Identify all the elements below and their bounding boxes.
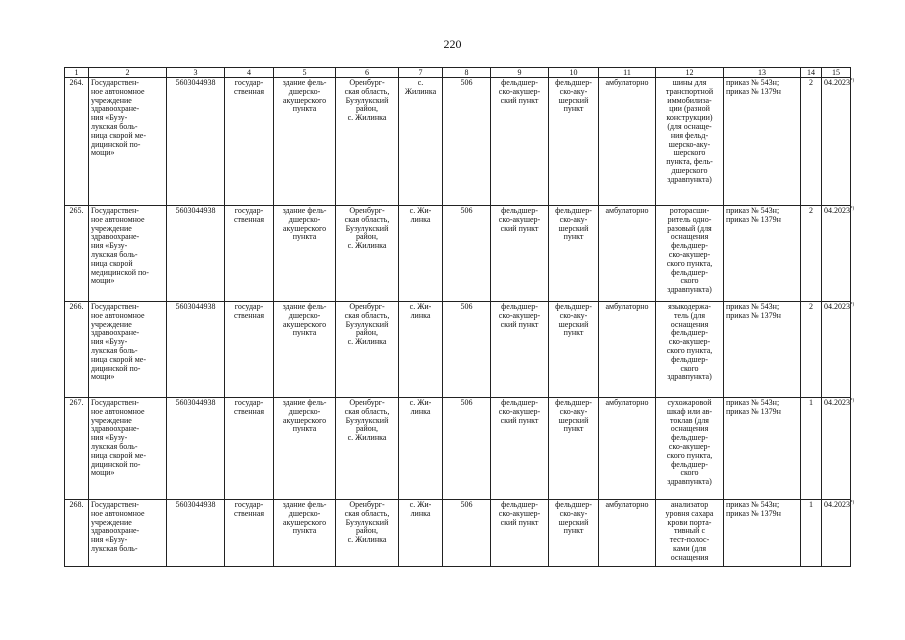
care-type-cell: амбулаторно (599, 302, 656, 398)
equipment-cell: анализатор уровня сахара крови порта- тивный с тест-полос- ками (для оснащения (656, 500, 724, 567)
ownership-cell: государ- ственная (225, 500, 274, 567)
column-number: 4 (225, 68, 274, 78)
organization-cell: Государствен- ное автономное учреждение здравоохране- ния «Бузу- лукская боль- ница скорой ме- дицинской по- мощи» (89, 78, 167, 206)
building-cell: здание фель- дшерско- акушерского пункта (274, 398, 336, 500)
column-number: 3 (167, 68, 225, 78)
date-footnote-mark: *) (850, 206, 855, 212)
date-footnote-mark: *) (850, 302, 855, 308)
locality-cell: с. Жи- линка (399, 206, 443, 302)
column-number: 14 (801, 68, 822, 78)
date-cell (822, 206, 855, 302)
row-number: 267. (65, 398, 89, 500)
care-type-cell: амбулаторно (599, 500, 656, 567)
care-type-cell: амбулаторно (599, 78, 656, 206)
column-number: 8 (443, 68, 491, 78)
table-row (65, 500, 851, 567)
unit-name-cell: фельдшер- ско-аку- шерский пункт (549, 398, 599, 500)
equipment-cell: шины для транспортной иммобилиза- ции (разной конструкции) (для оснаще- ния фельд- шерско-аку- шерского пункта, фель- дшерского здравпункта) (656, 78, 724, 206)
column-number: 1 (65, 68, 89, 78)
date-cell (822, 78, 855, 206)
date-value: 04.2023 (824, 206, 850, 215)
quantity-cell: 2 (801, 78, 822, 206)
inn-cell: 5603044938 (167, 500, 225, 567)
column-number: 6 (336, 68, 399, 78)
building-cell: здание фель- дшерско- акушерского пункта (274, 500, 336, 567)
table-row (65, 78, 851, 206)
date-cell (822, 302, 855, 398)
equipment-cell: сухожаровой шкаф или ав- токлав (для оснащения фельдшер- ско-акушер- ского пункта, фельдшер- ского здравпункта) (656, 398, 724, 500)
region-cell: Оренбург- ская область, Бузулукский район, с. Жилинка (336, 500, 399, 567)
organization-cell: Государствен- ное автономное учреждение здравоохране- ния «Бузу- лукская боль- ница скорой ме- дицинской по- мощи» (89, 398, 167, 500)
column-number: 15 (822, 68, 851, 78)
locality-cell: с. Жилинка (399, 78, 443, 206)
inn-cell: 5603044938 (167, 398, 225, 500)
table-row (65, 302, 851, 398)
table-row (65, 206, 851, 302)
orders-cell: приказ № 543н; приказ № 1379н (724, 500, 801, 567)
row-number: 268. (65, 500, 89, 567)
ownership-cell: государ- ственная (225, 206, 274, 302)
column-number: 5 (274, 68, 336, 78)
table-row (65, 398, 851, 500)
ownership-cell: государ- ственная (225, 78, 274, 206)
orders-cell: приказ № 543н; приказ № 1379н (724, 398, 801, 500)
code-cell: 506 (443, 206, 491, 302)
building-cell: здание фель- дшерско- акушерского пункта (274, 302, 336, 398)
date-value: 04.2023 (824, 398, 850, 407)
equipment-cell: языкодержа- тель (для оснащения фельдшер- ско-акушер- ского пункта, фельдшер- ского здравпункта) (656, 302, 724, 398)
column-number: 7 (399, 68, 443, 78)
page-number: 220 (443, 37, 462, 51)
care-type-cell: амбулаторно (599, 206, 656, 302)
row-number: 264. (65, 78, 89, 206)
column-number: 9 (491, 68, 549, 78)
organization-cell: Государствен- ное автономное учреждение здравоохране- ния «Бузу- лукская боль- ница скорой ме- дицинской по- мощи» (89, 302, 167, 398)
unit-name-cell: фельдшер- ско-аку- шерский пункт (549, 302, 599, 398)
date-cell (822, 500, 855, 567)
unit-name-cell: фельдшер- ско-аку- шерский пункт (549, 78, 599, 206)
locality-cell: с. Жи- линка (399, 398, 443, 500)
column-number: 13 (724, 68, 801, 78)
orders-cell: приказ № 543н; приказ № 1379н (724, 78, 801, 206)
date-value: 04.2023 (824, 78, 850, 87)
date-footnote-mark: *) (850, 78, 855, 84)
equipment-cell: роторасши- ритель одно- разовый (для оснащения фельдшер- ско-акушер- ского пункта, фельдшер- ского здравпункта) (656, 206, 724, 302)
quantity-cell: 2 (801, 206, 822, 302)
organization-cell: Государствен- ное автономное учреждение здравоохране- ния «Бузу- лукская боль- ница скорой медицинской по- мощи» (89, 206, 167, 302)
unit-type-cell: фельдшер- ско-акушер- ский пункт (491, 206, 549, 302)
ownership-cell: государ- ственная (225, 302, 274, 398)
column-number: 10 (549, 68, 599, 78)
column-number: 11 (599, 68, 656, 78)
region-cell: Оренбург- ская область, Бузулукский район, с. Жилинка (336, 78, 399, 206)
orders-cell: приказ № 543н; приказ № 1379н (724, 206, 801, 302)
date-footnote-mark: *) (850, 398, 855, 404)
code-cell: 506 (443, 302, 491, 398)
inn-cell: 5603044938 (167, 78, 225, 206)
ownership-cell: государ- ственная (225, 398, 274, 500)
unit-type-cell: фельдшер- ско-акушер- ский пункт (491, 500, 549, 567)
care-type-cell: амбулаторно (599, 398, 656, 500)
locality-cell: с. Жи- линка (399, 302, 443, 398)
region-cell: Оренбург- ская область, Бузулукский район, с. Жилинка (336, 302, 399, 398)
code-cell: 506 (443, 398, 491, 500)
region-cell: Оренбург- ская область, Бузулукский район, с. Жилинка (336, 398, 399, 500)
unit-type-cell: фельдшер- ско-акушер- ский пункт (491, 398, 549, 500)
building-cell: здание фель- дшерско- акушерского пункта (274, 78, 336, 206)
column-number: 2 (89, 68, 167, 78)
quantity-cell: 1 (801, 500, 822, 567)
column-number-row (65, 68, 851, 78)
code-cell: 506 (443, 500, 491, 567)
date-value: 04.2023 (824, 500, 850, 509)
quantity-cell: 2 (801, 302, 822, 398)
region-cell: Оренбург- ская область, Бузулукский район, с. Жилинка (336, 206, 399, 302)
unit-type-cell: фельдшер- ско-акушер- ский пункт (491, 78, 549, 206)
locality-cell: с. Жи- линка (399, 500, 443, 567)
date-footnote-mark: *) (850, 500, 855, 506)
orders-cell: приказ № 543н; приказ № 1379н (724, 302, 801, 398)
unit-name-cell: фельдшер- ско-аку- шерский пункт (549, 500, 599, 567)
organization-cell: Государствен- ное автономное учреждение здравоохране- ния «Бузу- лукская боль- (89, 500, 167, 567)
registry-table (64, 67, 855, 567)
code-cell: 506 (443, 78, 491, 206)
inn-cell: 5603044938 (167, 302, 225, 398)
unit-name-cell: фельдшер- ско-аку- шерский пункт (549, 206, 599, 302)
column-number: 12 (656, 68, 724, 78)
unit-type-cell: фельдшер- ско-акушер- ский пункт (491, 302, 549, 398)
quantity-cell: 1 (801, 398, 822, 500)
date-cell (822, 398, 855, 500)
date-value: 04.2023 (824, 302, 850, 311)
row-number: 265. (65, 206, 89, 302)
building-cell: здание фель- дшерско- акушерского пункта (274, 206, 336, 302)
row-number: 266. (65, 302, 89, 398)
inn-cell: 5603044938 (167, 206, 225, 302)
